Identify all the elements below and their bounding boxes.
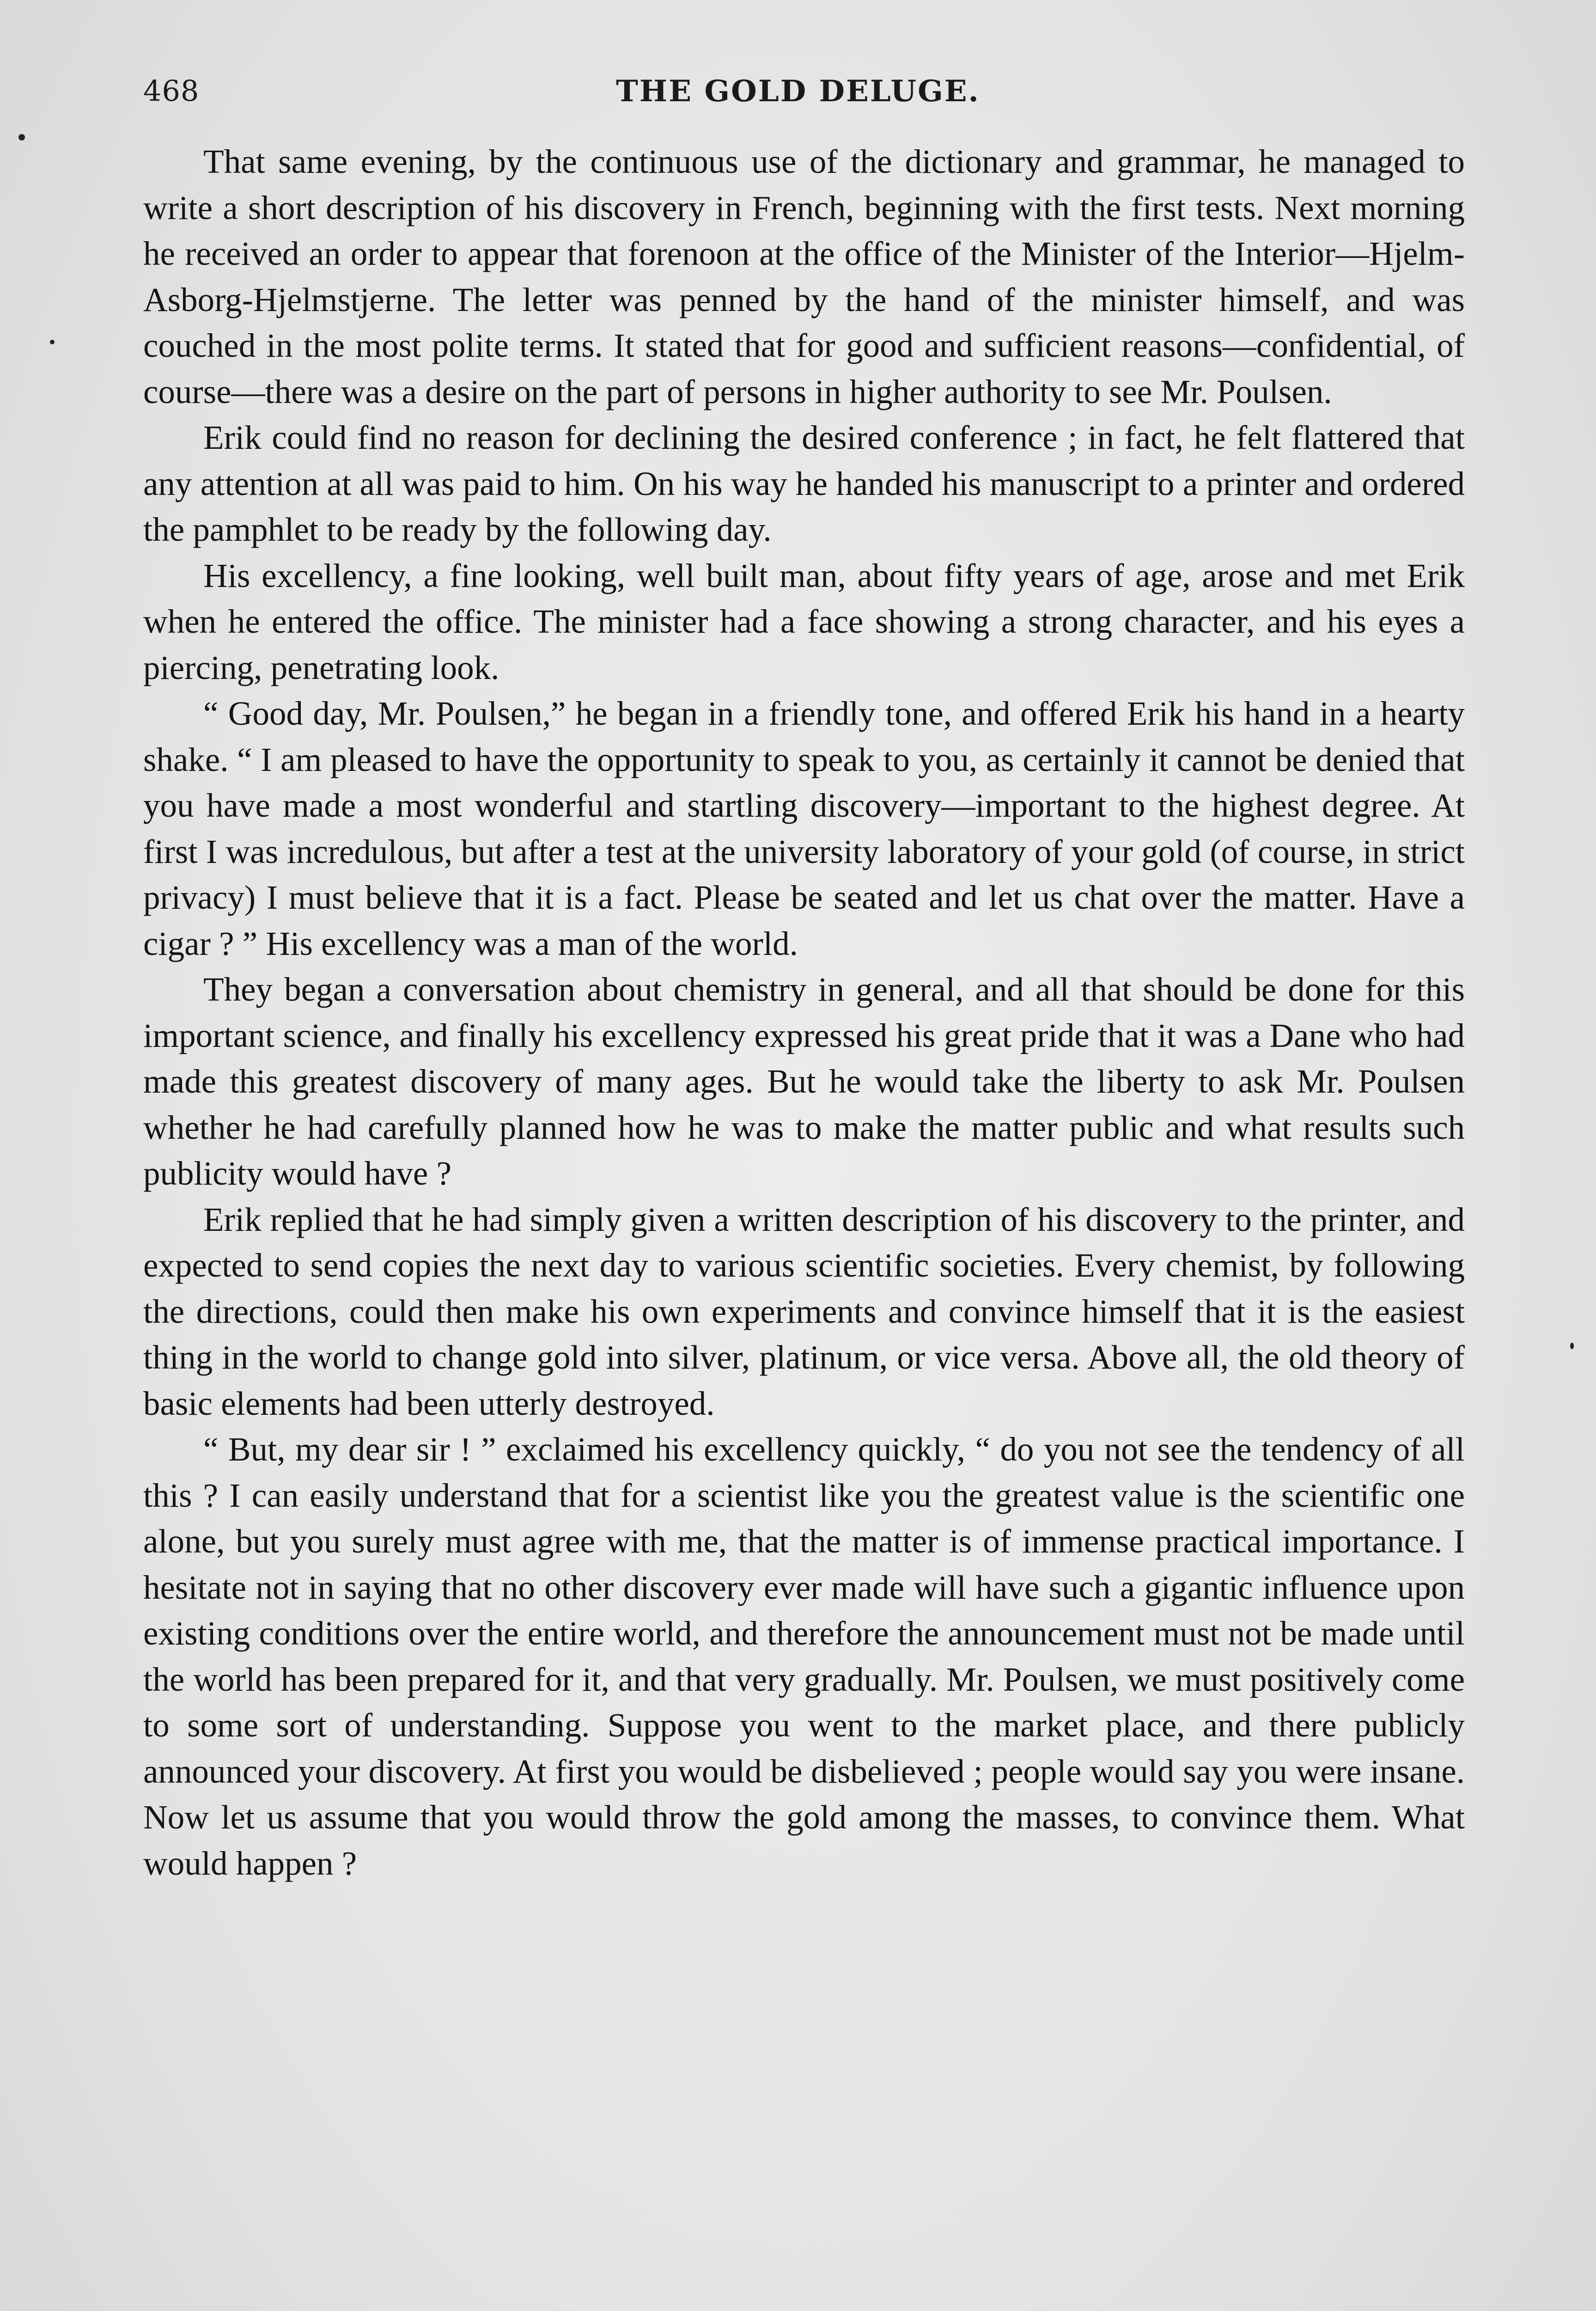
paragraph: “ Good day, Mr. Poulsen,” he began in a friendly tone, and offered Erik his hand in a hearty shake. “ I am pleased to have the opportunity to speak to you, as certainly it cannot be denied that you have made a most wonderful and startling discovery—important to the highest degree. At first I was incredulous, but after a test at the university laboratory of your gold (of course, in strict privacy) I must believe that it is a fact. Please be seated and let us chat over the matter. Have a cigar ? ” His excellency was a man of the world. [143, 695, 1465, 962]
running-title: THE GOLD DELUGE. [616, 74, 980, 109]
paragraph: His excellency, a fine looking, well built man, about fifty years of age, arose and met Erik when he entered the office. The minister had a face showing a strong character, and his eyes a piercing, penetrating look. [143, 556, 1465, 686]
paragraph: Erik replied that he had simply given a written description of his discovery to the printer, and expected to send copies the next day to various scientific societies. Every chemist, by following the directions, could then make his own experiments and convince himself that it is the easiest thing in the world to change gold into silver, platinum, or vice versa. Above all, the old theory of basic elements had been utterly destroyed. [143, 1200, 1465, 1422]
ink-speck [1570, 1343, 1574, 1349]
body-text [143, 139, 1465, 1886]
paragraph: “ But, my dear sir ! ” exclaimed his excellency quickly, “ do you not see the tendency of all this ? I can easily understand that for a scientist like you the greatest value is the scientific one alone, but you surely must agree with me, that the matter is of immense practical importance. I hesitate not in saying that no other discovery ever made will have such a gigantic influence upon existing conditions over the entire world, and therefore the announcement must not be made until the world has been prepared for it, and that very gradually. Mr. Poulsen, we must positively come to some sort of understanding. Suppose you went to the market place, and there publicly announced your discovery. At first you would be disbelieved ; people would say you were insane. Now let us assume that you would throw the gold among the masses, to convince them. What would happen ? [143, 1431, 1465, 1882]
ink-speck [18, 134, 25, 141]
paragraph: Erik could find no reason for declining the desired conference ; in fact, he felt flattered that any attention at all was paid to him. On his way he handed his manuscript to a printer and ordered the pamphlet to be ready by the following day. [143, 419, 1465, 548]
page-number: 468 [143, 74, 200, 108]
page-header [143, 69, 1453, 120]
paragraph: They began a conversation about chemistry in general, and all that should be done for this important science, and finally his excellency expressed his great pride that it was a Dane who had made this greatest discovery of many ages. But he would take the liberty to ask Mr. Poulsen whether he had carefully planned how he was to make the matter public and what results such publicity would have ? [143, 971, 1465, 1192]
ink-speck [50, 340, 55, 344]
paragraph: That same evening, by the continuous use of the dictionary and grammar, he managed to write a short description of his discovery in French, beginning with the first tests. Next morning he received an order to appear that forenoon at the office of the Minister of the Interior—Hjelm-Asborg-Hjelmstjerne. The letter was penned by the hand of the minister himself, and was couched in the most polite terms. It stated that for good and sufficient reasons—confidential, of course—there was a desire on the part of persons in higher authority to see Mr. Poulsen. [143, 143, 1465, 410]
